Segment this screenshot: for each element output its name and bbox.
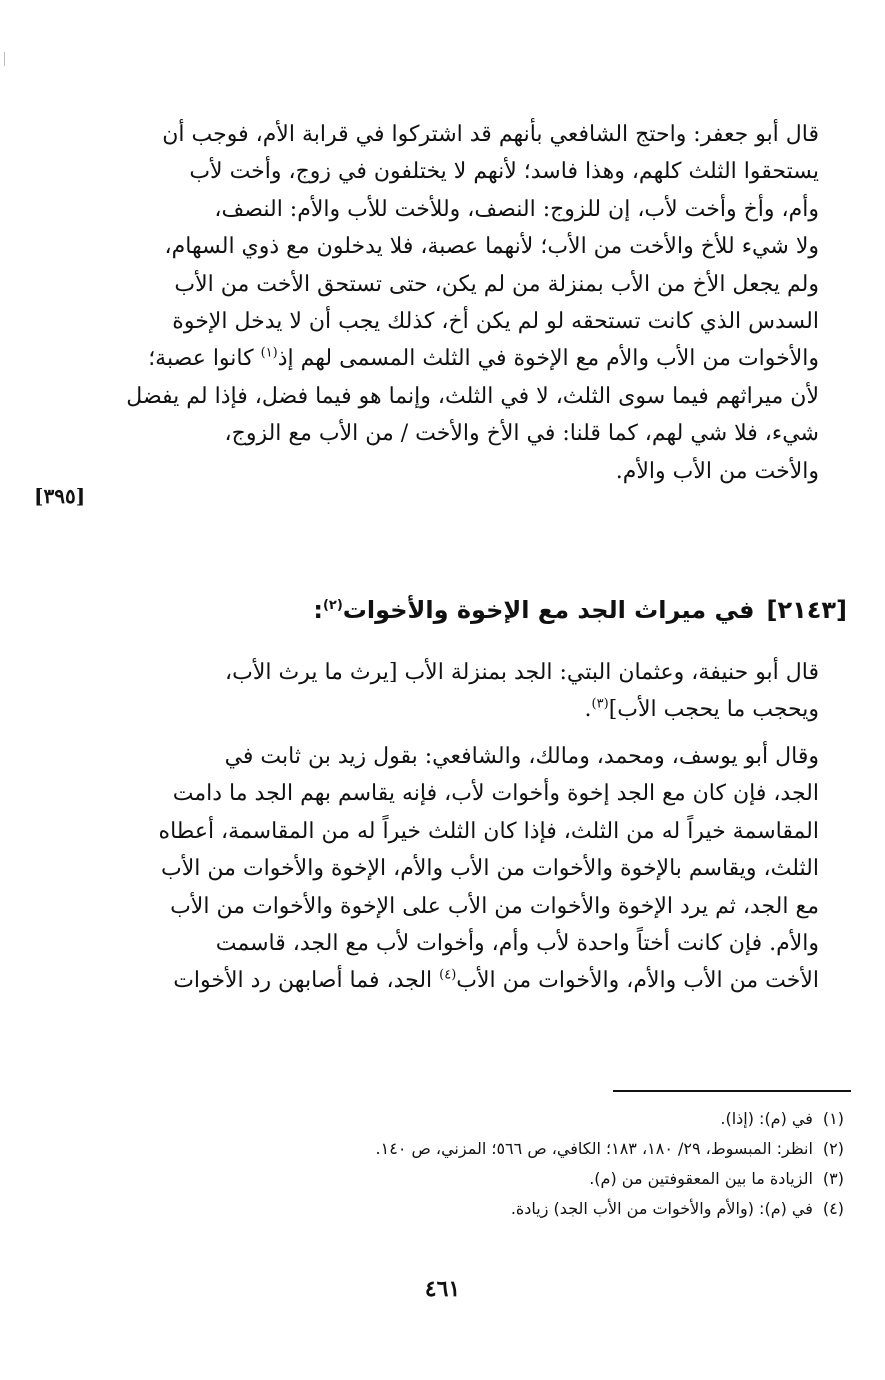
scan-mark bbox=[4, 52, 8, 66]
text-segment: والأخوات من الأب والأم مع الإخوة في الثلث المسمى لهم إذ bbox=[277, 346, 819, 372]
footnotes-list bbox=[200, 1104, 844, 1224]
footnote-ref-1: (١) bbox=[260, 346, 278, 362]
text-line: شيء، فلا شي لهم، كما قلنا: في الأخ والأخت / من الأب مع الزوج، bbox=[224, 421, 819, 447]
footnote-number: (١) bbox=[822, 1109, 844, 1128]
section-title: في ميراث الجد مع الإخوة والأخوات bbox=[342, 596, 755, 624]
footnote-text: في (م): (إذا). bbox=[720, 1109, 813, 1128]
footnote-item bbox=[200, 1134, 844, 1164]
section-number: [٢١٤٣] bbox=[766, 596, 847, 624]
heading-colon: : bbox=[313, 596, 323, 624]
section-heading bbox=[47, 590, 847, 630]
text-line: والأخت من الأب والأم. bbox=[615, 458, 819, 484]
paragraph-abu-hanifa bbox=[102, 654, 847, 729]
paragraph-abu-yusuf bbox=[102, 738, 847, 1000]
footnote-item bbox=[200, 1104, 844, 1134]
text-line: قال أبو جعفر: واحتج الشافعي بأنهم قد اشتركوا في قرابة الأم، فوجب أن bbox=[162, 122, 819, 147]
footnote-ref-2: (٢) bbox=[322, 598, 343, 613]
text-segment: كانوا عصبة؛ bbox=[148, 346, 261, 372]
page-number: ٤٦١ bbox=[424, 1276, 461, 1302]
text-line: ولم يجعل الأخ من الأب بمنزلة من لم يكن، حتى تستحق الأخت من الأب bbox=[174, 271, 819, 297]
footnote-text: في (م): (والأم والأخوات من الأب الجد) زيادة. bbox=[510, 1199, 813, 1218]
text-line: وأم، وأخ وأخت لأب، إن للزوج: النصف، وللأخت للأب والأم: النصف، bbox=[214, 196, 819, 222]
text-segment: الجد، فما أصابهن رد الأخوات bbox=[173, 968, 440, 994]
text-line: المقاسمة خيراً له من الثلث، فإذا كان الثلث خيراً له من المقاسمة، أعطاه bbox=[158, 818, 819, 844]
margin-page-reference: [٣٩٥] bbox=[34, 484, 86, 508]
footnote-number: (٣) bbox=[822, 1169, 844, 1188]
footnote-ref-3: (٣) bbox=[591, 697, 609, 713]
text-segment: الأخت من الأب والأم، والأخوات من الأب bbox=[456, 968, 819, 994]
paragraph-abu-jafar bbox=[102, 116, 847, 490]
text-segment: ويحجب ما يحجب الأب] bbox=[608, 697, 819, 723]
text-line bbox=[102, 340, 847, 377]
footnote-item bbox=[200, 1194, 844, 1224]
text-line: والأم. فإن كانت أختاً واحدة لأب وأم، وأخوات لأب مع الجد، قاسمت bbox=[215, 931, 819, 957]
text-segment: . bbox=[584, 697, 592, 723]
text-line: لأن ميراثهم فيما سوى الثلث، لا في الثلث، وإنما هو فيما فضل، فإذا لم يفضل bbox=[126, 383, 819, 409]
text-line: ولا شيء للأخ والأخت من الأب؛ لأنهما عصبة، فلا يدخلون مع ذوي السهام، bbox=[164, 234, 819, 260]
text-line: يستحقوا الثلث كلهم، وهذا فاسد؛ لأنهم لا يختلفون في زوج، وأخت لأب bbox=[189, 159, 819, 185]
text-line: وقال أبو يوسف، ومحمد، ومالك، والشافعي: بقول زيد بن ثابت في bbox=[224, 744, 819, 769]
footnote-text: انظر: المبسوط، ٢٩/ ١٨٠، ١٨٣؛ الكافي، ص ٥٦٦؛ المزني، ص ١٤٠. bbox=[375, 1139, 813, 1158]
text-line: مع الجد، ثم يرد الإخوة والأخوات من الأب على الإخوة والأخوات من الأب bbox=[170, 893, 819, 919]
text-line: الجد، فإن كان مع الجد إخوة وأخوات لأب، فإنه يقاسم بهم الجد ما دامت bbox=[172, 781, 819, 807]
footnote-ref-4: (٤) bbox=[439, 968, 457, 984]
footnote-divider bbox=[613, 1090, 851, 1092]
footnote-number: (٤) bbox=[822, 1199, 844, 1218]
text-line: الثلث، ويقاسم بالإخوة والأخوات من الأب والأم، الإخوة والأخوات من الأب bbox=[161, 856, 819, 882]
text-line: السدس الذي كانت تستحقه لو لم يكن أخ، كذلك يجب أن لا يدخل الإخوة bbox=[172, 309, 819, 335]
footnote-item bbox=[200, 1164, 844, 1194]
text-line bbox=[102, 691, 847, 728]
footnote-text: الزيادة ما بين المعقوفتين من (م). bbox=[589, 1169, 813, 1188]
footnote-number: (٢) bbox=[822, 1139, 844, 1158]
text-line bbox=[102, 962, 847, 999]
text-line: قال أبو حنيفة، وعثمان البتي: الجد بمنزلة الأب [يرث ما يرث الأب، bbox=[225, 660, 819, 685]
